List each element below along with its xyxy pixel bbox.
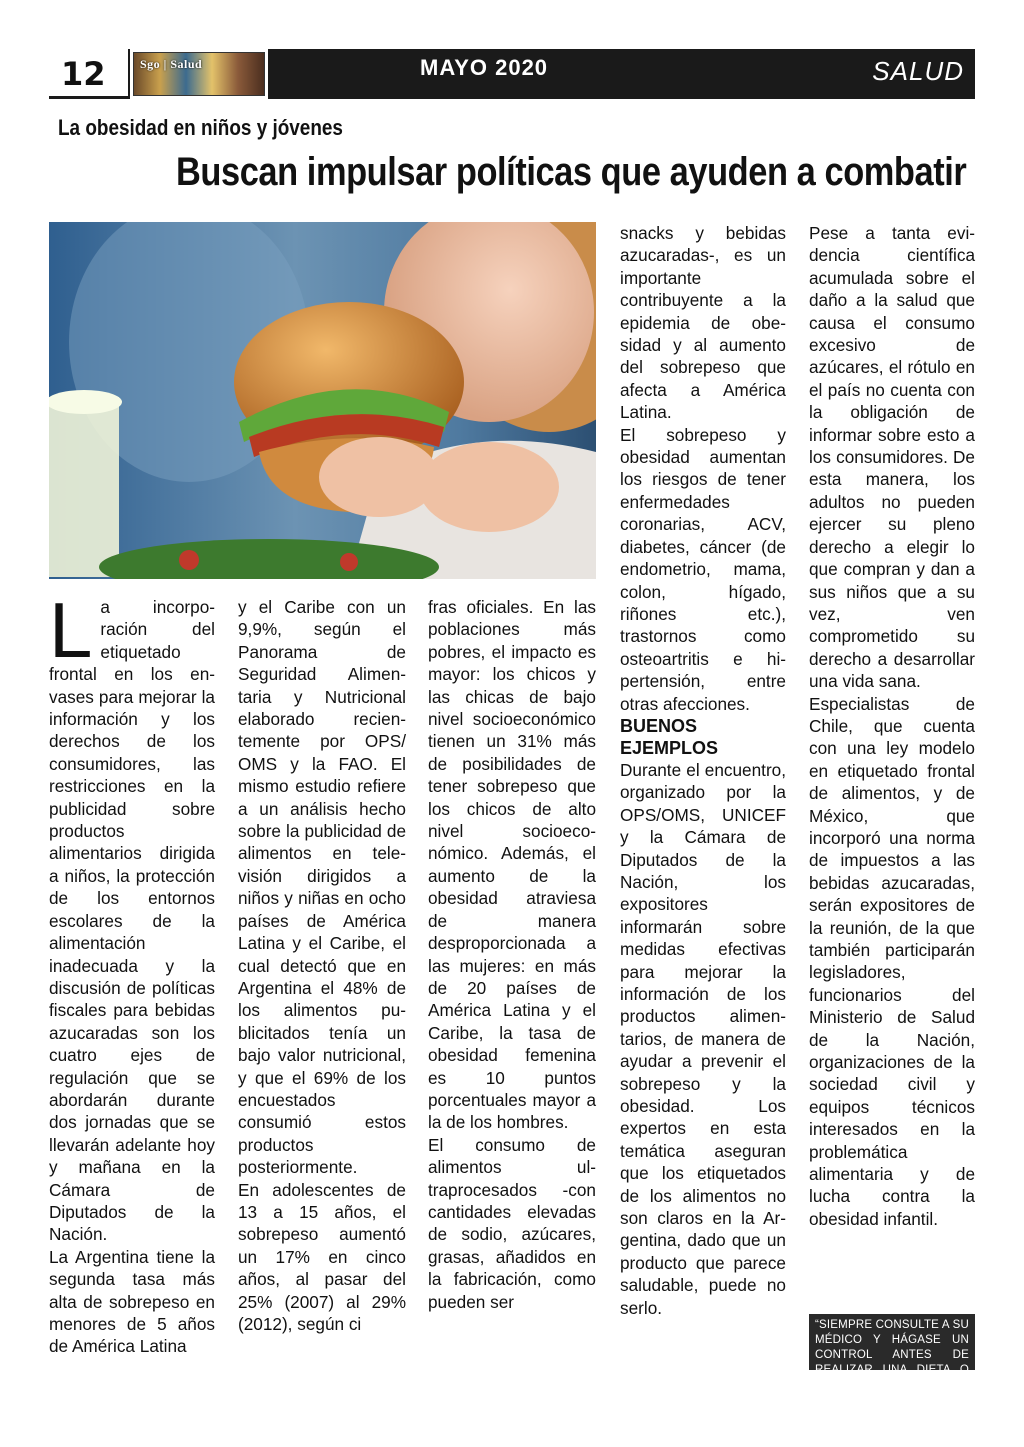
paragraph: El sobrepeso y obesidad aumentan los riesgos de tener enfermedades coronarias, ACV, diabetes, cáncer (de endometrio, mama, colon, hígado, riñones etc.), trastornos como osteoartritis e hipertensión, entre otras afecciones. [620, 424, 786, 714]
paragraph: El consumo de alimentos ultraprocesados -con cantidades elevadas de sodio, azúcares, grasas, añadidos en la fabricación, como pueden ser [428, 1134, 596, 1312]
article-column-2 [238, 596, 406, 1335]
article-kicker: La obesidad en niños y jóvenes [58, 115, 343, 140]
health-advice-box: “SIEMPRE CONSULTE A SU MÉDICO Y HÁGASE UN CONTROL ANTES DE REALIZAR UNA DIETA O ACTIVIDAD FÍSICA” [809, 1314, 975, 1370]
paragraph: La Argentina tiene la segunda tasa más alta de sobrepeso en menores de 5 años de América Latina [49, 1246, 215, 1357]
paragraph: y el Caribe con un 9,9%, según el Panorama de Seguridad Alimentaria y Nutricional elaborado recientemente por OPS/ OMS y la FAO. El mismo estudio refiere a un análisis hecho sobre la publicidad de alimentos en televisión dirigidos a niños y niñas en ocho países de América Latina y el Caribe, el cual detectó que en Argentina el 48% de los alimentos publicitados tenía un bajo valor nutricional, y que el 69% de los encuestados consumió estos productos posteriormente. [238, 597, 406, 1178]
article-column-5 [809, 222, 975, 1230]
page-number-box [49, 49, 128, 99]
article-column-1 [49, 586, 215, 1358]
paragraph: Especialistas de Chile, que cuenta con una ley modelo en etiquetado frontal de alimentos, y de México, que incorporó una norma de impuestos a las bebidas azucaradas, serán expositores de la reunión, de la que también participarán legisladores, funcionarios del Ministerio de Salud de la Nación, organizaciones de la sociedad civil y equipos técnicos interesados en la problemática alimentaria y de lucha contra la obesidad infantil. [809, 693, 975, 1229]
section-name: SALUD [872, 56, 964, 86]
logo-text: Sgo | Salud [140, 57, 203, 71]
issue-date: MAYO 2020 [420, 55, 549, 80]
article-column-3 [428, 596, 596, 1313]
logo-image [133, 52, 265, 96]
article-headline: Buscan impulsar políticas que ayuden a combatir [176, 150, 967, 194]
article-photo [49, 222, 596, 579]
child-eating-burger-image [49, 222, 596, 579]
drop-cap: L [49, 586, 93, 674]
paragraph: Durante el encuentro, organizado por la OPS/OMS, UNICEF y la Cámara de Diputados de la Nación, los expositores informarán sobre medidas efectivas para mejorar la información de los productos alimentarios, de manera de ayudar a prevenir el sobrepeso y la obesidad. Los expertos en esta temática aseguran que los etiquetados de los alimentos no son claros en la Argentina, dado que un producto que parece saludable, puede no serlo. [620, 759, 786, 1318]
page-number: 12 [61, 55, 106, 93]
paragraph: a incorporación del etiquetado frontal en los envases para mejorar la información y los derechos de los consumidores, las restricciones en la publicidad sobre productos alimentarios dirigida a niños, la protección de los entornos escolares de la alimentación inadecuada y la discusión de políticas fiscales para bebidas azucaradas son los cuatro ejes de regulación que se abordarán durante dos jornadas que se llevarán adelante hoy y mañana en la Cámara de Diputados de la Nación. [49, 597, 215, 1245]
paragraph: fras oficiales. En las poblaciones más pobres, el impacto es mayor: los chicos y las chicas de bajo nivel socioeconómico tienen un 31% más de posibilidades de tener sobrepeso que los chicos de alto nivel socioeconómico. Además, el aumento de la obesidad atraviesa de manera desproporcionada a las mujeres: en más de 20 países de América Latina y el Caribe, la tasa de obesidad femenina es 10 puntos porcentuales mayor a la de los hombres. [428, 597, 596, 1133]
paragraph: Pese a tanta evidencia científica acumulada sobre el daño a la salud que causa el consumo excesivo de azúcares, el rótulo en el país no cuenta con la obligación de informar sobre esto a los consumidores. De esta manera, los adultos no pueden ejercer su pleno derecho a elegir lo que compran y dan a sus niños que a su vez, ven comprometido su derecho a desarrollar una vida sana. [809, 223, 975, 692]
paragraph: snacks y bebidas azucaradas-, es un importante contribuyente a la epidemia de obesidad y al aumento del sobrepeso que afecta a América Latina. [620, 223, 786, 423]
paragraph: En adolescentes de 13 a 15 años, el sobrepeso aumentó un 17% en cinco años, al pasar del 25% (2007) al 29% (2012), según ci [238, 1179, 406, 1334]
article-column-4 [620, 222, 786, 1319]
logo [130, 49, 268, 99]
subheading: BUENOS EJEMPLOS [620, 715, 719, 758]
